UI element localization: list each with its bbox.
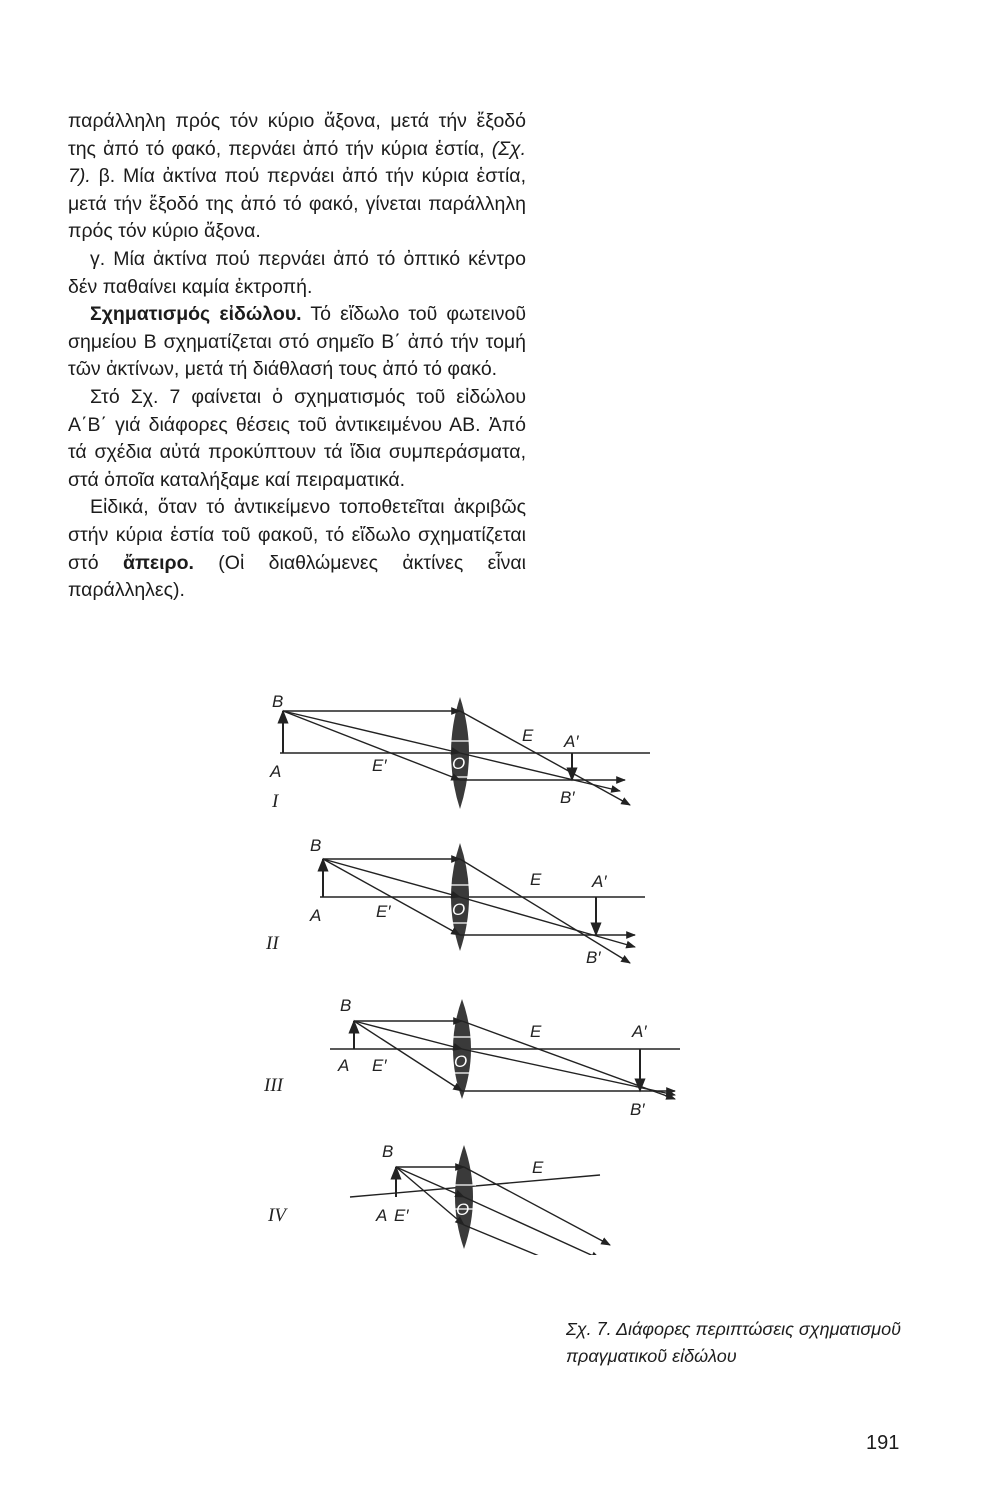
- svg-text:B: B: [310, 836, 322, 855]
- svg-text:A: A: [270, 762, 282, 781]
- svg-text:E: E: [532, 1158, 544, 1177]
- paragraph-2: γ. Μία ἀκτίνα πού περνάει ἀπό τό ὀπτικό κέντρο δέν παθαίνει καμία ἐκτροπή.: [68, 247, 526, 298]
- section-heading: Σχηματισμός εἰδώλου.: [90, 303, 302, 326]
- svg-text:E: E: [530, 870, 542, 889]
- svg-text:E: E: [530, 1022, 542, 1041]
- lens-diagrams: [250, 685, 700, 1255]
- optical-axis: [350, 1175, 600, 1197]
- svg-text:O: O: [452, 754, 466, 773]
- svg-text:E′: E′: [372, 756, 387, 775]
- emphasis-infinity: ἄπειρο.: [122, 551, 194, 574]
- svg-text:B′: B′: [630, 1100, 645, 1119]
- svg-text:E: E: [522, 726, 534, 745]
- svg-text:O: O: [456, 1200, 470, 1219]
- case-numeral-3: III: [264, 1075, 283, 1096]
- svg-text:B′: B′: [560, 788, 575, 807]
- diagram-case-3: [263, 996, 680, 1119]
- paragraph-4: Στό Σχ. 7 φαίνεται ὁ σχηματισμός τοῦ εἰδώλου Α΄Β΄ γιά διάφορες θέσεις τοῦ ἀντικειμένου ΑΒ. Ἀπό τά σχέδια αὐτά προκύπτουν τά ἴδια συμπεράσματα, στά ὁποῖα καταλήξαμε καί πειραματικά.: [68, 385, 526, 491]
- svg-text:E′: E′: [394, 1206, 409, 1225]
- svg-text:A′: A′: [592, 872, 607, 891]
- diagram-case-4: [267, 1142, 610, 1255]
- paragraph-1: παράλληλη πρός τόν κύριο ἄξονα, μετά τήν ἔξοδό της ἀπό τό φακό, περνάει ἀπό τήν κύρια ἑστία, (Σχ. 7). β. Μία ἀκτίνα πού περνάει ἀπό τήν κύρια ἑστία, μετά τήν ἔξοδό της ἀπό τό φακό, γίνεται παράλληλη πρός τόν κύριο ἄξονα.: [68, 110, 526, 243]
- body-text: [68, 108, 526, 605]
- svg-text:B: B: [340, 996, 352, 1015]
- svg-text:O: O: [454, 1052, 468, 1071]
- diagram-case-1: [269, 692, 650, 812]
- diagram-case-2: [265, 836, 645, 967]
- lens-diagram-figure: [250, 685, 700, 1255]
- svg-text:E′: E′: [376, 902, 391, 921]
- figure-caption: Σχ. 7. Διάφορες περιπτώσεις σχηματισμοῦ πραγματικοῦ εἰδώλου: [566, 1319, 902, 1366]
- svg-text:B′: B′: [586, 948, 601, 967]
- paragraph-3: Σχηματισμός εἰδώλου. Τό εἴδωλο τοῦ φωτεινοῦ σημείου Β σχηματίζεται στό σημεῖο Β΄ ἀπό τήν τομή τῶν ἀκτίνων, μετά τή διάθλασή τους ἀπό τό φακό.: [68, 303, 526, 381]
- svg-text:A′: A′: [632, 1022, 647, 1041]
- paragraph-5: Εἰδικά, ὅταν τό ἀντικείμενο τοποθετεῖται ἀκριβῶς στήν κύρια ἑστία τοῦ φακοῦ, τό εἴδωλο σχηματίζεται στό ἄπειρο. (Οἱ διαθλώμενες ἀκτίνες εἶναι παράλληλες).: [68, 496, 527, 602]
- svg-text:A: A: [338, 1056, 350, 1075]
- case-numeral-1: I: [272, 791, 279, 812]
- case-numeral-4: IV: [268, 1205, 286, 1226]
- svg-text:E′: E′: [372, 1056, 387, 1075]
- svg-text:A′: A′: [564, 732, 579, 751]
- svg-text:A: A: [376, 1206, 388, 1225]
- svg-text:B: B: [272, 692, 284, 711]
- case-numeral-2: II: [266, 933, 279, 954]
- figure-reference: (Σχ. 7).: [68, 137, 526, 188]
- svg-text:B: B: [382, 1142, 394, 1161]
- page-number: 191: [866, 1432, 900, 1454]
- svg-text:O: O: [452, 900, 466, 919]
- svg-text:A: A: [310, 906, 322, 925]
